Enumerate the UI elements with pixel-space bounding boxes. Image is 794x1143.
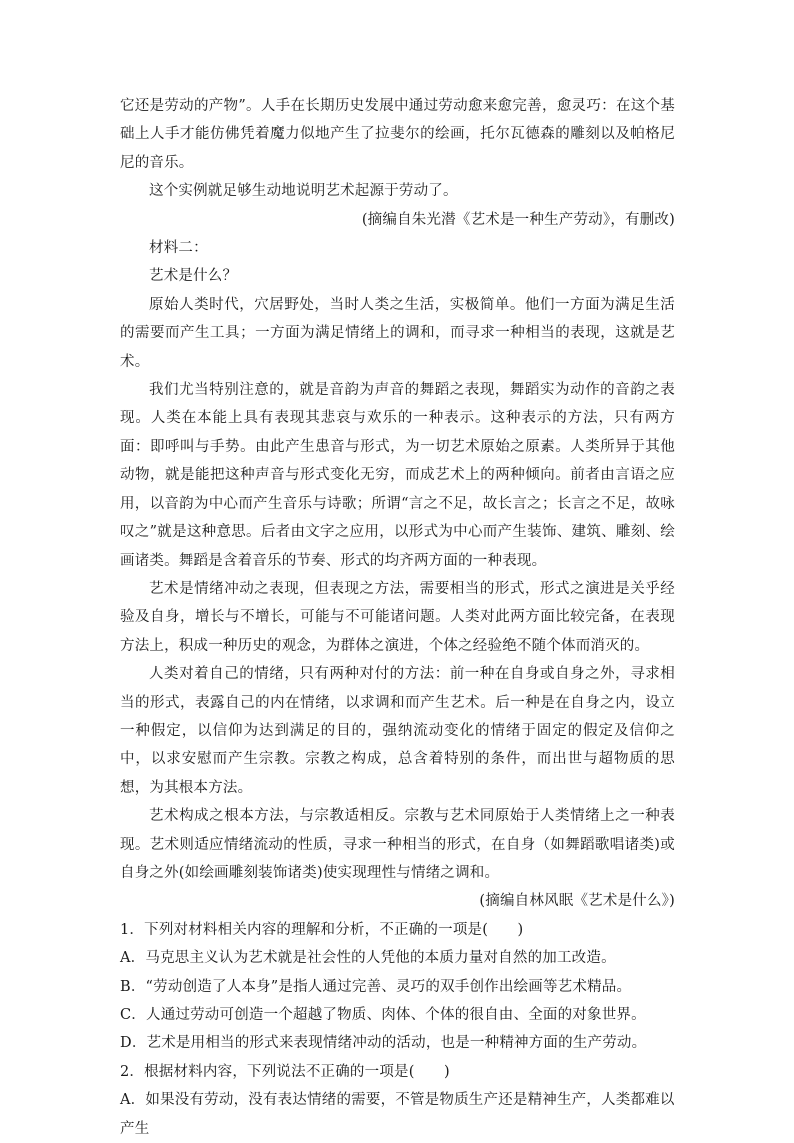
question-1-stem: 1．下列对材料相关内容的理解和分析，不正确的一项是( ) (120, 921, 524, 938)
paragraph-art-vs-religion: 艺术构成之根本方法，与宗教适相反。宗教与艺术同原始于人类情绪上之一种表现。艺术则适应情绪流动的性质，寻求一种相当的形式，在自身（如舞蹈歌唱诸类)或自身之外(如绘画雕刻装饰诸类)使实现理性与情绪之调和。 (120, 808, 675, 881)
question-1-option-b: B．“劳动创造了人本身”是指人通过完善、灵巧的双手创作出绘画等艺术精品。 (120, 978, 632, 995)
paragraph-primitive-era: 原始人类时代，穴居野处，当时人类之生活，实极简单。他们一方面为满足生活的需要而产生工具；一方面为满足情绪上的调和，而寻求一种相当的表现，这就是艺术。 (120, 296, 675, 370)
paragraph-emotion-expression: 艺术是情绪冲动之表现，但表现之方法，需要相当的形式，形式之演进是关乎经验及自身，增长与不增长，可能与不可能诸问题。人类对此两方面比较完备，在表现方法上，积成一种历史的观念，为群体之演进，个体之经验绝不随个体而消灭的。 (120, 580, 675, 654)
paragraph-conclusion: 这个实例就足够生动地说明艺术起源于劳动了。 (149, 183, 458, 200)
question-2 (120, 1058, 675, 1143)
document-body (120, 92, 675, 1143)
question-1-option-a: A．马克思主义认为艺术就是社会性的人凭他的本质力量对自然的加工改造。 (120, 950, 616, 967)
paragraph-rhythm-dance: 我们尤当特别注意的，就是音韵为声音的舞蹈之表现，舞蹈实为动作的音韵之表现。人类在本能上具有表现其悲哀与欢乐的一种表示。这种表示的方法，只有两方面：即呼叫与手势。由此产生患音与形式，为一切艺术原始之原素。人类所异于其他动物，就是能把这种声音与形式变化无穷，而成艺术上的两种倾向。前者由言语之应用，以音韵为中心而产生音乐与诗歌；所谓“言之不足，故长言之；长言之不足，故咏叹之”就是这种意思。后者由文字之应用，以形式为中心而产生装饰、建筑、雕刻、绘画诸类。舞蹈是含着音乐的节奏、形式的均齐两方面的一种表现。 (120, 382, 675, 569)
paragraph-continuation: 它还是劳动的产物”。人手在长期历史发展中通过劳动愈来愈完善，愈灵巧：在这个基础上人手才能仿佛凭着魔力似地产生了拉斐尔的绘画，托尔瓦德森的雕刻以及帕格尼尼的音乐。 (120, 98, 675, 171)
source-citation-2: (摘编自林风眠《艺术是什么》) (479, 893, 675, 910)
material-two-title: 艺术是什么？ (149, 268, 238, 285)
source-citation-1: (摘编自朱光潜《艺术是一种生产劳动》，有删改) (361, 211, 675, 228)
paragraph-two-methods: 人类对着自己的情绪，只有两种对付的方法：前一种在自身或自身之外，寻求相当的形式，表露自己的内在情绪，以求调和而产生艺术。后一种是在自身之内，设立一种假定，以信仰为达到满足的目的，强纳流动变化的情绪于固定的假定及信仰之中，以求安慰而产生宗教。宗教之构成，总含着特别的条件，而出世与超物质的思想，为其根本方法。 (120, 666, 675, 796)
question-1 (120, 916, 675, 1058)
question-1-option-c: C．人通过劳动可创造一个超越了物质、肉体、个体的很自由、全面的对象世界。 (120, 1007, 646, 1023)
material-two-heading: 材料二： (149, 240, 208, 257)
question-2-stem: 2．根据材料内容，下列说法不正确的一项是( ) (120, 1063, 450, 1080)
question-2-option-a: A．如果没有劳动，没有表达情绪的需要，不管是物质生产还是精神生产，人类都难以产生 (120, 1092, 675, 1137)
question-1-option-d: D．艺术是用相当的形式来表现情绪冲动的活动，也是一种精神方面的生产劳动。 (120, 1035, 647, 1052)
